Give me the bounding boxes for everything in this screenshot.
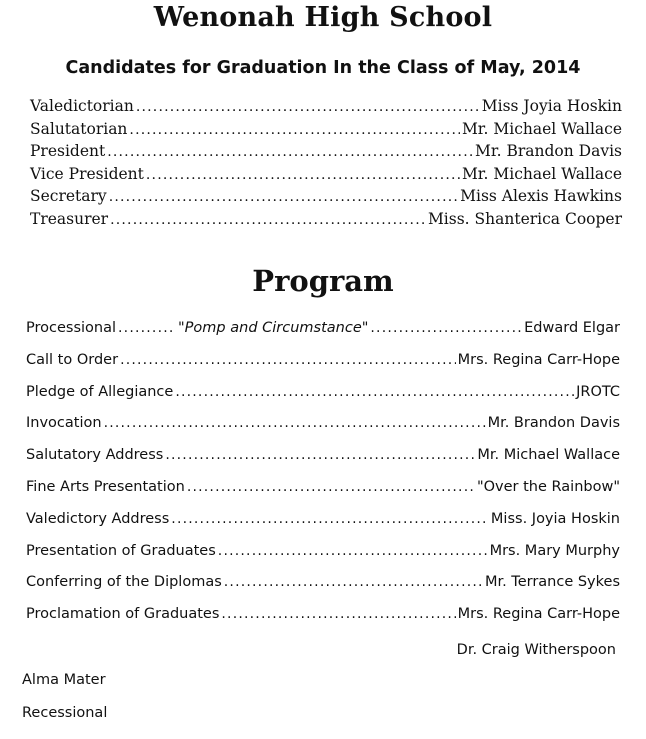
program-name: Mr. Terrance Sykes: [484, 574, 620, 591]
graduation-subtitle: Candidates for Graduation In the Class of May, 2014: [65, 58, 581, 78]
dot-leader: [129, 122, 460, 138]
program-row-processional: [26, 320, 620, 352]
officer-row-treasurer: [30, 210, 622, 233]
dot-leader: [165, 447, 475, 463]
program-item: Presentation of Graduates: [26, 542, 216, 559]
officer-role: Salutatorian: [30, 119, 128, 138]
officer-name: Mr. Michael Wallace: [461, 119, 622, 138]
processional-piece: "Pomp and Circumstance": [178, 320, 369, 336]
program-name: Miss. Joyia Hoskin: [490, 510, 620, 527]
dot-leader: [104, 415, 486, 431]
program-row: [26, 415, 620, 447]
program-item: Conferring of the Diplomas: [26, 574, 222, 591]
dot-leader: [120, 352, 456, 368]
program-name: Mrs. Mary Murphy: [489, 542, 620, 559]
program-item: Call to Order: [26, 351, 119, 368]
officer-row-secretary: [30, 187, 622, 210]
dot-leader: [218, 543, 488, 559]
program-item: Proclamation of Graduates: [26, 606, 220, 623]
officer-name: Miss. Shanterica Cooper: [427, 209, 622, 228]
program-item: Invocation: [26, 415, 102, 432]
alma-mater: Alma Mater: [22, 672, 106, 688]
recessional: Recessional: [22, 705, 108, 721]
program-row: [26, 447, 620, 479]
officer-row-salutatorian: [30, 120, 622, 143]
program-row: [26, 352, 620, 384]
dot-leader: [107, 144, 473, 160]
officer-role: Secretary: [30, 187, 107, 205]
program-item: Salutatory Address: [26, 447, 164, 464]
program-title: Program: [252, 264, 394, 298]
officer-row-president: [30, 142, 622, 165]
dot-leader: [224, 574, 483, 590]
program-name: "Over the Rainbow": [476, 478, 620, 495]
dot-leader: [175, 384, 574, 400]
program-name: Mrs. Regina Carr-Hope: [457, 351, 620, 368]
officer-name: Mr. Michael Wallace: [461, 164, 622, 183]
class-officers-list: [30, 97, 622, 232]
dot-leader: [118, 320, 176, 336]
program-name: JROTC: [576, 383, 620, 400]
officer-role: Treasurer: [30, 209, 109, 228]
dot-leader: [221, 606, 455, 622]
dot-leader: [146, 167, 460, 183]
program-name: Mr. Michael Wallace: [477, 447, 620, 464]
program-list: [26, 320, 620, 638]
program-item: Fine Arts Presentation: [26, 478, 185, 495]
program-name: Mrs. Regina Carr-Hope: [457, 606, 620, 623]
program-row: [26, 606, 620, 638]
program-row: [26, 384, 620, 416]
program-row: [26, 543, 620, 575]
dot-leader: [171, 511, 489, 527]
officer-name: Miss Joyia Hoskin: [481, 97, 622, 115]
officer-row-vice-president: [30, 165, 622, 188]
school-title: Wenonah High School: [153, 2, 493, 33]
dot-leader: [110, 212, 426, 228]
officer-role: Vice President: [30, 164, 144, 183]
dot-leader: [136, 99, 480, 115]
officer-role: Valedictorian: [30, 97, 134, 115]
dot-leader: [187, 479, 475, 495]
officer-row-valedictorian: [30, 97, 622, 120]
officer-name: Mr. Brandon Davis: [475, 142, 622, 160]
program-row: [26, 574, 620, 606]
dot-leader: [370, 320, 522, 336]
program-name: Edward Elgar: [524, 320, 620, 336]
program-item: Valedictory Address: [26, 510, 170, 527]
dot-leader: [109, 189, 458, 205]
officer-name: Miss Alexis Hawkins: [460, 187, 622, 205]
program-name: Mr. Brandon Davis: [487, 415, 620, 432]
proclamation-second-name: Dr. Craig Witherspoon: [456, 642, 616, 658]
program-item: Pledge of Allegiance: [26, 383, 174, 400]
program-row: [26, 479, 620, 511]
program-item: Processional: [26, 320, 117, 336]
program-row: [26, 511, 620, 543]
officer-role: President: [30, 142, 106, 160]
